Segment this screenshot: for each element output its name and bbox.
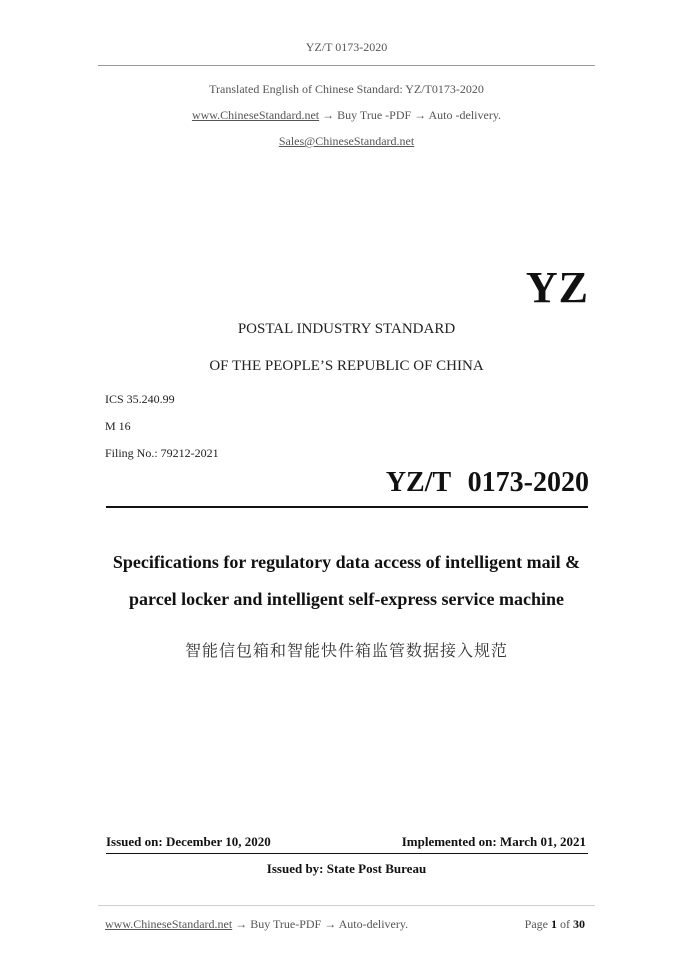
website-link[interactable]: www.ChineseStandard.net [191, 108, 320, 122]
page-of: of [560, 917, 570, 931]
purchase-text: → Buy True -PDF → Auto -delivery. [319, 108, 502, 122]
purchase-line [0, 108, 693, 123]
standard-number-rule [106, 506, 588, 508]
ics-code: ICS 35.240.99 [105, 392, 175, 406]
issued-date: Issued on: December 10, 2020 [106, 834, 271, 849]
email-line [0, 134, 693, 149]
standard-number: YZ/T 0173-2020 [385, 467, 589, 498]
title-english-line2: parcel locker and intelligent self-express service machine [129, 589, 564, 609]
implemented-date: Implemented on: March 01, 2021 [401, 834, 586, 849]
footer-website-link[interactable]: www.ChineseStandard.net [105, 917, 233, 931]
page-label: Page [524, 917, 548, 931]
standard-type-line2: OF THE PEOPLE’S REPUBLIC OF CHINA [209, 358, 484, 374]
page-current: 1 [551, 917, 557, 931]
page-total: 30 [573, 917, 585, 931]
classification-code: M 16 [105, 419, 131, 433]
sales-email-link[interactable]: Sales@ChineseStandard.net [278, 134, 415, 148]
running-header-code: YZ/T 0173-2020 [305, 40, 388, 54]
title-chinese: 智能信包箱和智能快件箱监管数据接入规范 [184, 641, 508, 660]
footer-purchase-line [105, 917, 408, 932]
standard-type-line1: POSTAL INDUSTRY STANDARD [237, 321, 456, 337]
dates-rule [106, 853, 588, 854]
page-number [525, 917, 585, 932]
title-english-line1: Specifications for regulatory data access of intelligent mail & [112, 552, 581, 572]
footer-divider [98, 905, 595, 906]
footer-purchase-text: → Buy True-PDF → Auto-delivery. [232, 917, 409, 931]
filing-number: Filing No.: 79212-2021 [105, 446, 219, 460]
issuing-authority: Issued by: State Post Bureau [266, 861, 427, 876]
header-divider [98, 65, 595, 66]
translation-notice: Translated English of Chinese Standard: YZ/T0173-2020 [209, 82, 484, 96]
standard-logo-text: YZ [525, 263, 589, 312]
